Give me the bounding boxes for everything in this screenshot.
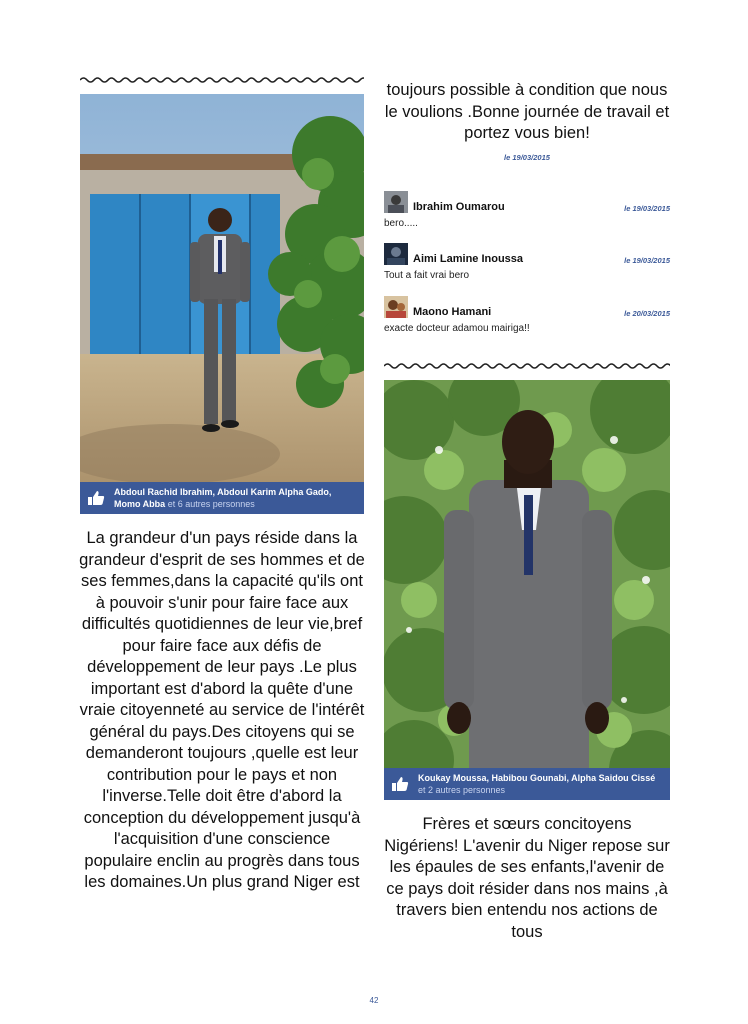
comment-author[interactable]: Ibrahim Oumarou — [413, 201, 505, 213]
comment-date[interactable]: le 20/03/2015 — [624, 309, 670, 318]
wavy-separator-left — [80, 76, 364, 84]
post-date: le 19/03/2015 — [504, 153, 550, 162]
left-body-text: La grandeur d'un pays réside dans la grandeur d'esprit de ses hommes et de ses femmes,dans la capacité qu'ils ont à pouvoir s'unir pour faire face aux difficultés quotidiennes de leur vie,bref pour faire face aux défis de développement de leur pays .Le plus important est d'abord la quête d'une vraie citoyenneté au service de l'intérêt général du pays.Des citoyens qui se demanderont toujours ,quelle est leur contribution pour le pays et non l'inverse.Telle doit être d'abord la conception du développement jusqu'à l'acquisition d'une conscience populaire enclin au progrès dans tous les domaines.Un plus grand Niger est — [79, 529, 365, 891]
comment-item — [384, 296, 670, 338]
caption-names[interactable]: Koukay Moussa, Habibou Gounabi, Alpha Saidou Cissé — [418, 773, 656, 783]
comment-item — [384, 191, 670, 233]
comment-author[interactable]: Maono Hamani — [413, 306, 492, 318]
comment-text: bero..... — [384, 218, 418, 229]
comment-date[interactable]: le 19/03/2015 — [624, 204, 670, 213]
comment-date[interactable]: le 19/03/2015 — [624, 256, 670, 265]
comment-text: Tout a fait vrai bero — [384, 270, 470, 281]
like-thumb-icon — [87, 490, 105, 506]
page-number: 42 — [369, 996, 379, 1005]
wavy-separator-right — [384, 362, 670, 370]
caption-others[interactable]: et 2 autres personnes — [418, 785, 506, 795]
likes-caption — [80, 482, 364, 514]
caption-names[interactable]: Abdoul Rachid Ibrahim, Abdoul Karim Alpha Gado, Momo Abba — [114, 487, 332, 509]
photo-man-at-blue-door — [80, 94, 364, 514]
avatar-icon — [384, 191, 408, 213]
right-body-text: Frères et sœurs concitoyens Nigériens! L'avenir du Niger repose sur les épaules de ses enfants,l'avenir de ce pays doit résider dans nos mains ,à travers bien entendu nos actions de tous — [384, 815, 670, 941]
caption-others[interactable]: et 6 autres personnes — [167, 499, 255, 509]
comment-item — [384, 243, 670, 285]
avatar-icon — [384, 296, 408, 318]
avatar-icon — [384, 243, 408, 265]
right-top-text: toujours possible à condition que nous le voulions .Bonne journée de travail et portez vous bien! — [384, 81, 670, 142]
comment-text: exacte docteur adamou mairiga!! — [384, 323, 530, 334]
likes-caption — [384, 768, 670, 800]
photo-illustration — [80, 94, 364, 514]
photo-man-in-garden — [384, 380, 670, 800]
photo-illustration — [384, 380, 670, 800]
like-thumb-icon — [391, 776, 409, 792]
comment-author[interactable]: Aimi Lamine Inoussa — [413, 253, 524, 265]
